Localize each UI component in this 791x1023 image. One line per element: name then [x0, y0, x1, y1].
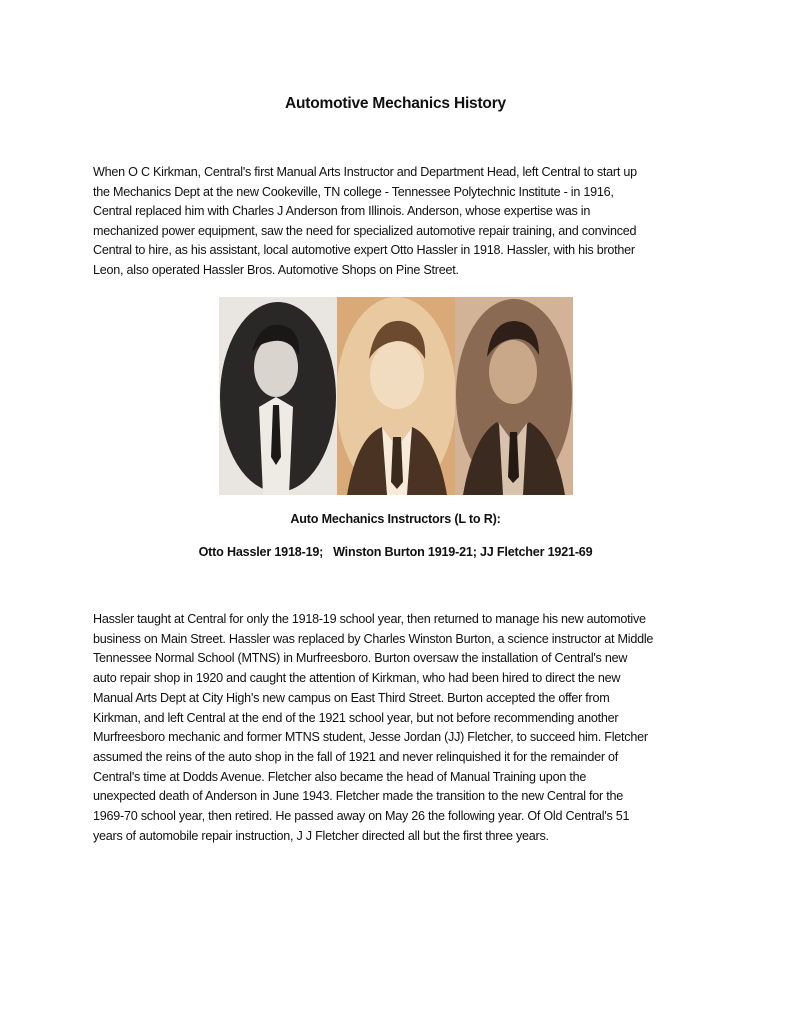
photo-caption-heading: Auto Mechanics Instructors (L to R):: [290, 512, 501, 526]
text-line: unexpected death of Anderson in June 1943. Fletcher made the transition to the new Central for the: [93, 789, 623, 804]
text-line: Central to hire, as his assistant, local automotive expert Otto Hassler in 1918. Hassler, with his brother: [93, 243, 635, 258]
portrait-winston-burton: [337, 297, 455, 495]
text-line: Hassler taught at Central for only the 1918-19 school year, then returned to manage his new automotive: [93, 612, 646, 626]
text-line: auto repair shop in 1920 and caught the attention of Kirkman, who had been hired to direct the new: [93, 671, 621, 686]
instructors-photo: [219, 297, 573, 495]
text-line: assumed the reins of the auto shop in the fall of 1921 and never relinquished it for the remainder of: [93, 749, 619, 764]
text-line: mechanized power equipment, saw the need for specialized automotive repair training, and convinced: [93, 223, 637, 238]
text-line: 1969-70 school year, then retired. He passed away on May 26 the following year. Of Old Central's 51: [93, 809, 630, 824]
text-line: Leon, also operated Hassler Bros. Automotive Shops on Pine Street.: [93, 262, 459, 277]
history-paragraph: [93, 610, 653, 846]
text-line: Manual Arts Dept at City High's new campus on East Third Street. Burton accepted the offer from: [93, 690, 610, 705]
text-line: Murfreesboro mechanic and former MTNS student, Jesse Jordan (JJ) Fletcher, to succeed him. Fletcher: [93, 730, 648, 745]
text-line: the Mechanics Dept at the new Cookeville, TN college - Tennessee Polytechnic Institute - in 1916,: [93, 184, 614, 199]
page-title: Automotive Mechanics History: [285, 95, 506, 112]
portrait-jj-fletcher: [455, 297, 573, 495]
text-line: Central's time at Dodds Avenue. Fletcher also became the head of Manual Training upon the: [93, 769, 587, 784]
text-line: business on Main Street. Hassler was replaced by Charles Winston Burton, a science instructor at Middle: [93, 631, 654, 646]
text-line: Kirkman, and left Central at the end of the 1921 school year, but not before recommending another: [93, 710, 619, 725]
text-line: years of automobile repair instruction, J J Fletcher directed all but the first three years.: [93, 828, 549, 843]
text-line: Tennessee Normal School (MTNS) in Murfreesboro. Burton oversaw the installation of Central's new: [93, 651, 628, 666]
portrait-otto-hassler: [219, 297, 337, 495]
intro-paragraph: [93, 163, 637, 281]
text-line: When O C Kirkman, Central's first Manual Arts Instructor and Department Head, left Central to start up: [93, 165, 637, 179]
photo-caption-names: Otto Hassler 1918-19; Winston Burton 1919-21; JJ Fletcher 1921-69: [198, 545, 593, 559]
text-line: Central replaced him with Charles J Anderson from Illinois. Anderson, whose expertise was in: [93, 204, 591, 219]
